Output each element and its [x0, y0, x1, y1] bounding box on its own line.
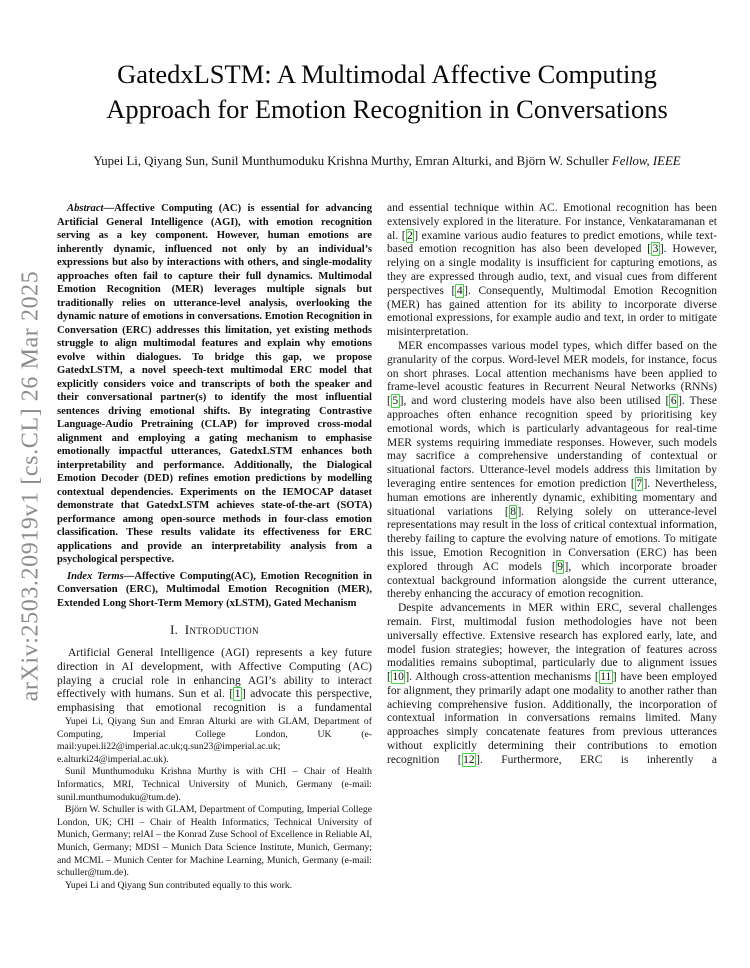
section-heading-introduction: I. Introduction: [170, 623, 259, 637]
body-paragraph-3: Despite advancements in MER within ERC, several challenges remain. First, multimodal fusion methodologies have not been universally effective. Extensive research has explored early, late, and model fusion strategies; however, the integration of features across modalities remains suboptimal, particularly due to alignment issues [ 10 ]. Although cross-attention mechanisms [ 11 ] have been employed for alignment, they primarily adapt one modality to another rather than achieving comprehensive fusion. Additionally, the incorporation of contextual information in conversations remains limited. Many approaches simply concatenate features from previous utterances without explicitly determining their contributions to emotion recognition [ 12 ]. Furthermore, ERC is inherently a: [387, 602, 717, 766]
citation-link[interactable]: 5: [392, 395, 399, 408]
citation-link[interactable]: 8: [510, 505, 516, 518]
body-paragraph-1: and essential technique within AC. Emotional recognition has been extensively explored in the literature. For instance, Venkataramanan et al. [ 2 ] examine various audio features to predict emotions, while text-based emotion recognition has also been developed [ 3 ]. However, relying on a single modality is insufficient for capturing emotions, as they are expressed through audio, text, and visual cues from different perspectives [ 4 ]. Consequently, Multimodal Emotion Recognition (MER) has gained attention for its ability to incorporate diverse emotional expressions, for example audio and text, in order to mitigate misinterpretation.: [387, 202, 717, 339]
citation-link[interactable]: 7: [636, 477, 642, 490]
paper-page: [57, 0, 717, 968]
footnote-equal-contribution: Yupei Li and Qiyang Sun contributed equally to this work.: [65, 879, 293, 891]
citation-link[interactable]: 1: [234, 688, 241, 701]
left-column: [57, 202, 372, 894]
intro-paragraph: Artificial General Intelligence (AGI) represents a key future direction in AI development, with Affective Computing (AC) playing a crucial role in enhancing AGI’s ability to interact effectively with humans. Sun et al. [ 1 ] advocate this perspective, emphasising that emotional recognition is a fundamental: [57, 647, 372, 715]
citation-link[interactable]: 11: [600, 671, 612, 684]
index-terms-label: Index Terms: [67, 570, 124, 582]
citation-link[interactable]: 9: [557, 560, 563, 573]
citation-link[interactable]: 10: [392, 671, 404, 684]
author-names: Yupei Li, Qiyang Sun, Sunil Munthumoduku Krishna Murthy, Emran Alturki, and Björn W. Schuller: [93, 154, 612, 168]
author-fellow-designation: Fellow, IEEE: [611, 154, 681, 168]
arxiv-watermark: arXiv:2503.20919v1 [cs.CL] 26 Mar 2025: [17, 270, 44, 702]
abstract-label: Abstract: [67, 203, 104, 214]
index-terms-text: —Affective Computing(AC), Emotion Recognition in Conversation (ERC), Multimodal Emotion Recognition (MER), Extended Long Short-Term Memory (xLSTM), Gated Mechanism: [57, 570, 372, 609]
citation-link[interactable]: 12: [463, 753, 475, 766]
citation-link[interactable]: 3: [652, 243, 659, 256]
author-footnotes: [57, 716, 372, 894]
citation-link[interactable]: 6: [670, 395, 677, 408]
abstract-paragraph: [57, 202, 372, 567]
abstract-text: —Affective Computing (AC) is essential for advancing Artificial General Intelligence (AGI), with emotion recognition serving as a key component. However, human emotions are inherently dynamic, influenced not only by an individual’s expressions but also by interactions with others, and single-modality approaches often fail to capture their full dynamics. Multimodal Emotion Recognition (MER) leverages multiple signals but traditionally relies on utterance-level analysis, overlooking the dynamic nature of emotions in conversations. Emotion Recognition in Conversation (ERC) addresses this limitation, yet existing methods struggle to align multimodal features and explain why emotions evolve within dialogues. To bridge this gap, we propose GatedxLSTM, a novel speech-text multimodal ERC model that explicitly considers voice and transcripts of both the speaker and their conversational partner(s) to identify the most influential sentences driving emotional shifts. By integrating Contrastive Language-Audio Pretraining (CLAP) for improved cross-modal alignment and employing a gating mechanism to emphasise emotionally impactful utterances, GatedxLSTM enhances both interpretability and performance. Additionally, the Dialogical Emotion Decoder (DED) refines emotion predictions by modelling contextual dependencies. Experiments on the IEMOCAP dataset demonstrate that GatedxLSTM achieves state-of-the-art (SOTA) performance among open-source methods in four-class emotion classification. These results validate its effectiveness for ERC applications and provide an interpretability analysis from a psychological perspective.: [57, 203, 372, 565]
right-column: [387, 202, 717, 894]
paper-title-line2: Approach for Emotion Recognition in Conversations: [106, 94, 668, 124]
footnote-affiliation-3: Björn W. Schuller is with GLAM, Department of Computing, Imperial College London, UK; CHI – Chair of Health Informatics, Technical University of Munich, Germany; relAI – the Konrad Zuse School of Excellence in Reliable AI, Munich, Germany; MDSI – Munich Data Science Institute, Munich, Germany; and MCML – Munich Center for Machine Learning, Munich, Germany (e-mail: schuller@tum.de).: [57, 804, 372, 879]
body-paragraph-2: MER encompasses various model types, which differ based on the granularity of the corpus. Word-level MER models, for instance, focus on short phrases. Local attention mechanisms have been applied to frame-level acoustic features in Recurrent Neural Networks (RNNs) [ 5 ], and word clustering models have also been utilised [ 6 ]. These approaches often enhance recognition speed by prioritising key emotional words, which is particularly advantageous for real-time MER systems requiring immediate responses. However, such models may sacrifice a comprehensive understanding of contextual or situational factors. Utterance-level models address this limitation by leveraging entire sentences for emotion prediction [ 7 ]. Nevertheless, human emotions are inherently dynamic, exhibiting momentary and situational variations [ 8 ]. Relying solely on utterance-level representations may result in the loss of critical contextual information, thereby failing to capture the evolving nature of emotions. To mitigate this issue, Emotion Recognition in Conversation (ERC) has been explored through AC models [ 9 ], which incorporate broader contextual background information alongside the current utterance, thereby enhancing the accuracy of emotion recognition.: [387, 339, 717, 601]
footnote-affiliation-1: Yupei Li, Qiyang Sun and Emran Alturki are with GLAM, Department of Computing, Imperial College London, UK (e-mail:yupei.li22@imperial.ac.uk;q.sun23@imperial.ac.uk; e.alturki24@imperial.ac.uk).: [57, 715, 372, 765]
citation-link[interactable]: 2: [407, 229, 413, 242]
author-line: [57, 154, 717, 169]
footnote-affiliation-2: Sunil Munthumoduku Krishna Murthy is with CHI – Chair of Health Informatics, MRI, Technical University of Munich, Germany (e-mail: sunil.munthumoduku@tum.de).: [57, 766, 372, 803]
paper-title: [57, 57, 717, 127]
index-terms-paragraph: [57, 570, 372, 611]
two-column-body: [57, 202, 717, 894]
paper-title-line1: GatedxLSTM: A Multimodal Affective Computing: [117, 59, 657, 89]
citation-link[interactable]: 4: [456, 284, 463, 297]
